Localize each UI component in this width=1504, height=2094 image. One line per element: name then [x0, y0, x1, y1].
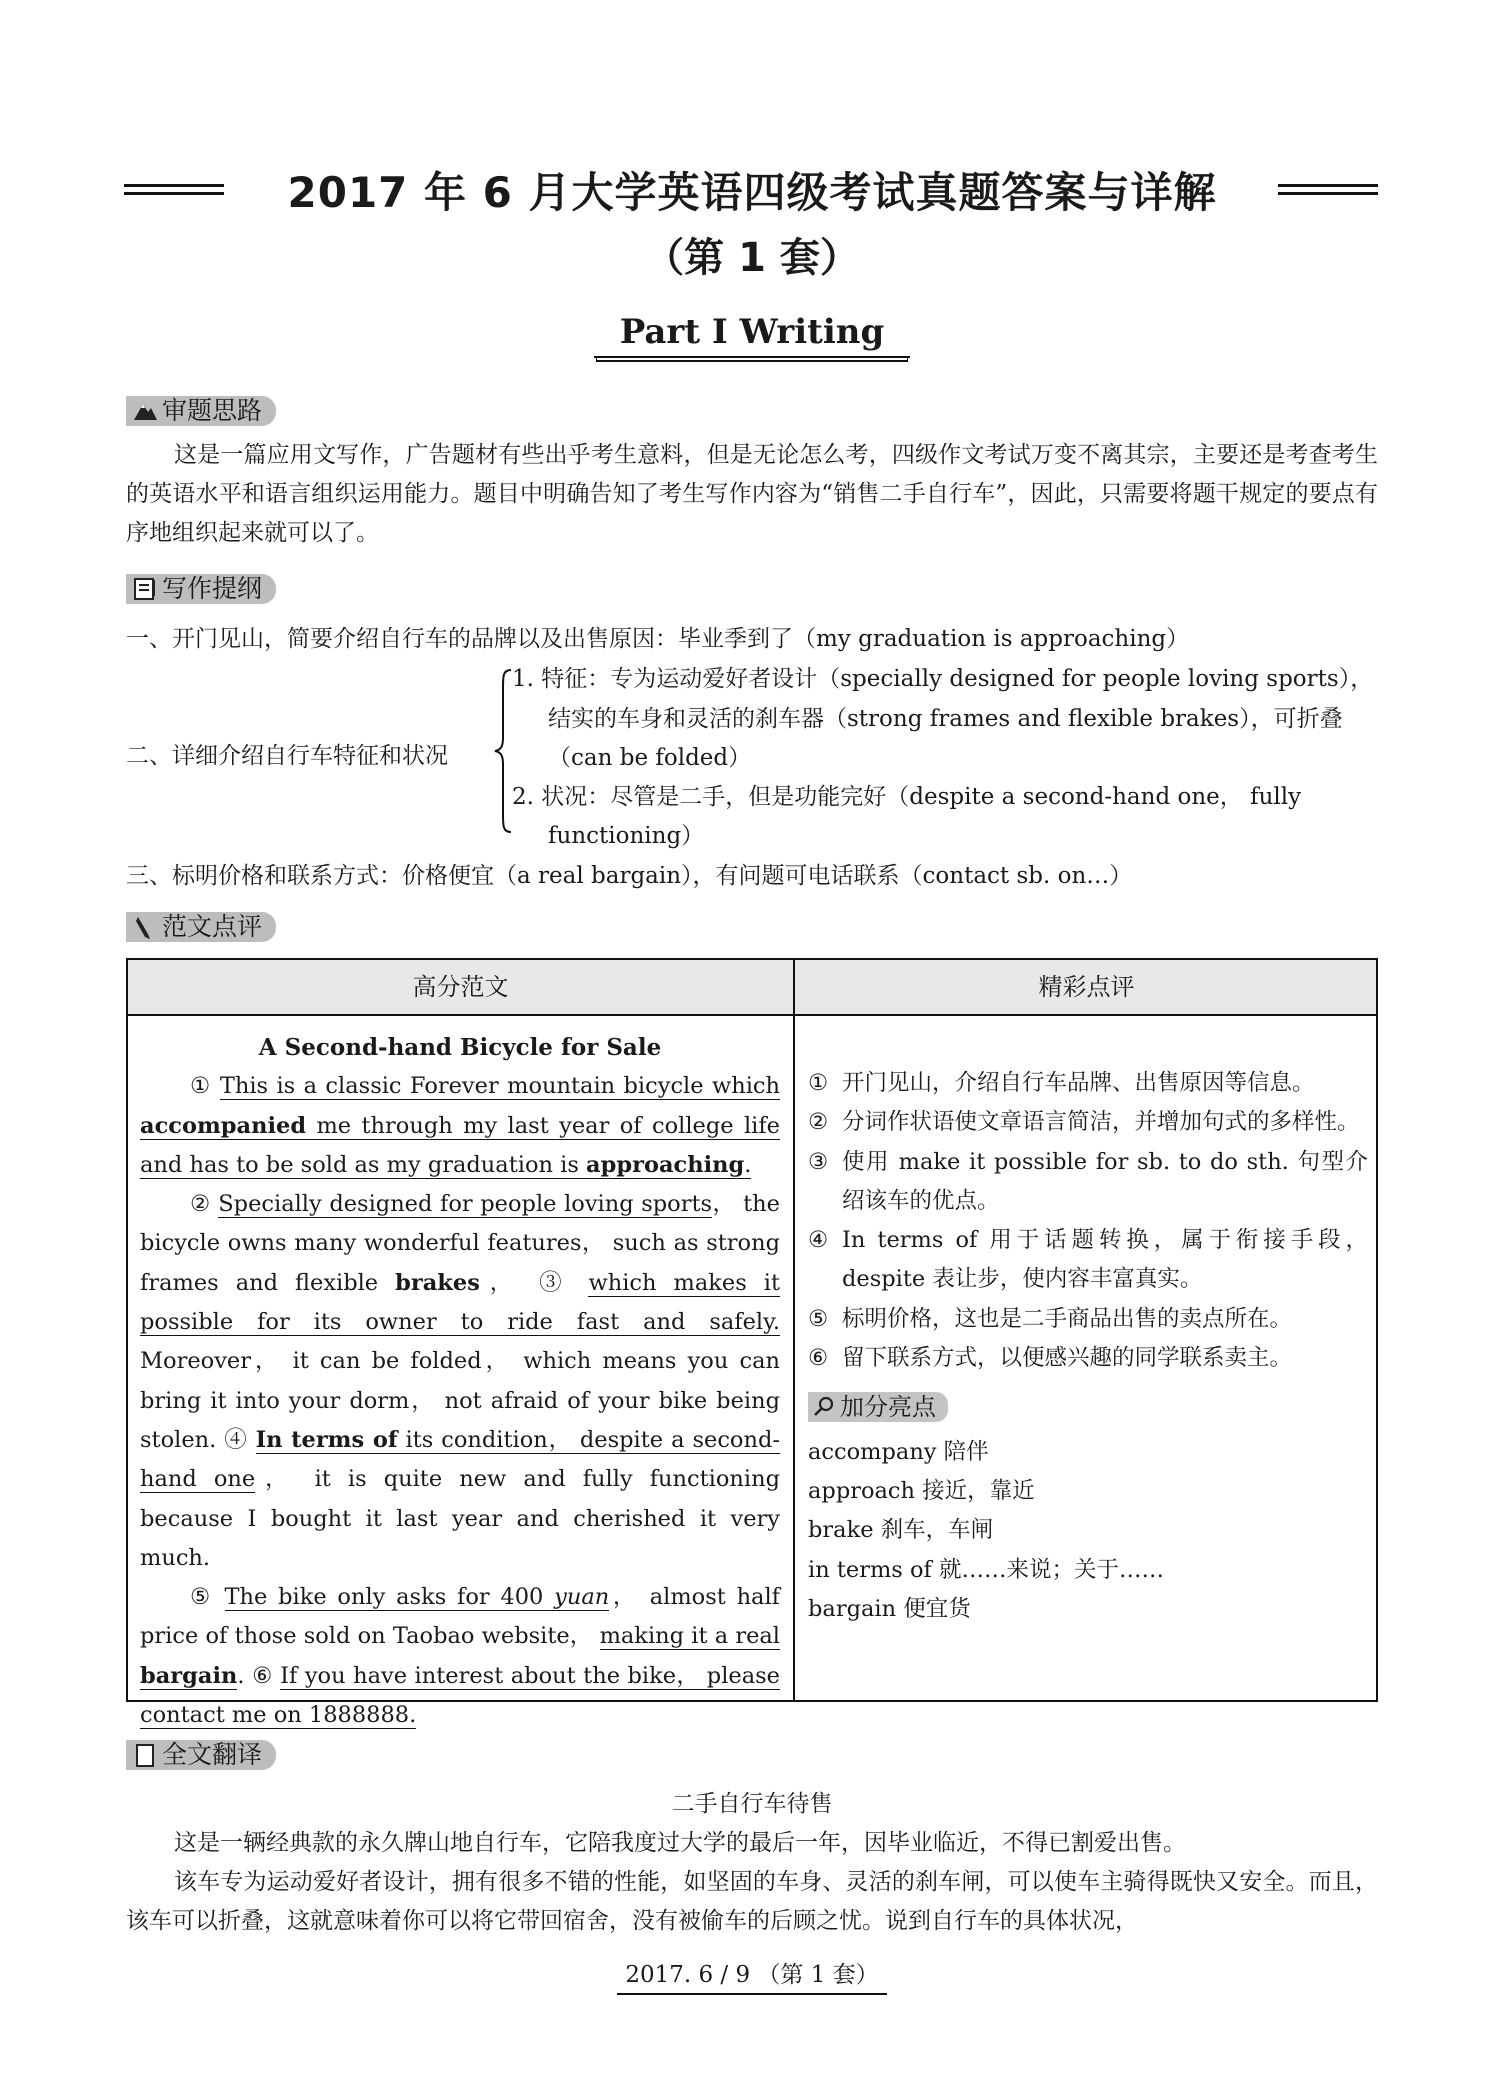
outline-sub1-line-c: （can be folded）	[548, 745, 752, 771]
comment-number: ④	[808, 1227, 829, 1254]
comment-number: ⑤	[808, 1305, 829, 1332]
essay-bold-word: approaching	[586, 1151, 745, 1178]
page-footer	[0, 1956, 1504, 1995]
marker-2: ②	[190, 1191, 211, 1218]
comment-text: In terms of 用于话题转换，属于衔接手段，despite 表让步，使内容丰富真实。	[842, 1227, 1368, 1293]
essay-bold-word: bargain	[140, 1662, 238, 1689]
outline-item-2-label: 二、详细介绍自行车特征和状况	[126, 743, 448, 769]
essay-bold-word: accompanied	[140, 1112, 307, 1139]
essay-underline: yuan	[554, 1584, 610, 1611]
title-rule-left	[124, 184, 224, 196]
comment-number: ③	[808, 1148, 829, 1175]
essay-text: ， almost half price of those sold on Taobao website，	[140, 1584, 780, 1650]
table-header-comments: 精彩点评	[1038, 973, 1135, 1001]
section-tag-label: 全文翻译	[162, 1740, 263, 1769]
section-tag-outline	[126, 574, 276, 604]
comment-number: ⑥	[808, 1345, 829, 1372]
vocab-list	[808, 1433, 1368, 1629]
comment-item	[808, 1103, 1368, 1142]
comment-item	[808, 1064, 1368, 1103]
essay-text: Moreover， it can be folded， which means you can bring it into your dorm， not afraid of your bike being stolen.	[140, 1348, 780, 1453]
essay-underline: The bike only asks for 400	[224, 1584, 555, 1611]
essay-paragraph-3	[140, 1578, 780, 1735]
comment-item	[808, 1143, 1368, 1222]
outline-sub2-line-b: functioning）	[548, 823, 705, 849]
part-heading-text: Part I Writing	[594, 312, 910, 358]
comment-text: 使用 make it possible for sb. to do sth. 句型介绍该车的优点。	[842, 1148, 1368, 1214]
outline-sub1-line-a: 1. 特征：专为运动爱好者设计（specially designed for people loving sports），	[512, 666, 1374, 692]
comments-column	[808, 1064, 1368, 1629]
marker-6: ⑥	[252, 1662, 273, 1689]
brace-icon	[493, 668, 513, 834]
marker-5: ⑤	[190, 1584, 214, 1611]
outline-sub2-line-a: 2. 状况：尽管是二手，但是功能完好（despite a second-hand one， fully	[512, 784, 1302, 810]
mountain-icon	[132, 398, 158, 424]
essay-paragraph-1	[140, 1067, 780, 1185]
vocab-item: approach 接近，靠近	[808, 1477, 1035, 1504]
analysis-paragraph: 这是一篇应用文写作，广告题材有些出乎考生意料，但是无论怎么考，四级作文考试万变不离其宗，主要还是考查考生的英语水平和语言组织运用能力。题目中明确告知了考生写作内容为“销售二手自行车”，因此，只需要将题干规定的要点有序地组织起来就可以了。	[126, 442, 1378, 546]
marker-1: ①	[190, 1073, 212, 1100]
comment-item	[808, 1221, 1368, 1300]
bonus-tag	[808, 1392, 948, 1422]
review-table	[126, 958, 1378, 1729]
comment-number: ①	[808, 1070, 829, 1096]
section-tag-translation	[126, 1740, 276, 1770]
essay-underline: Specially designed for people loving sports	[218, 1191, 713, 1218]
essay-underline: which makes it possible for its owner to ride fast and safely.	[140, 1269, 781, 1336]
essay-bold-word: brakes	[395, 1269, 480, 1296]
translation-paragraph-1: 这是一辆经典款的永久牌山地自行车，它陪我度过大学的最后一年，因毕业临近，不得已割爱出售。	[174, 1830, 1186, 1856]
comment-item	[808, 1300, 1368, 1339]
comment-text: 留下联系方式，以便感兴趣的同学联系卖主。	[842, 1345, 1293, 1372]
outline-sub1-line-b: 结实的车身和灵活的刹车器（strong frames and flexible brakes），可折叠	[548, 706, 1343, 732]
essay-underline: its condition， despite a second-hand one	[140, 1426, 780, 1493]
pen-icon	[132, 914, 158, 940]
section-tag-review	[126, 912, 276, 942]
section-tag-label: 写作提纲	[162, 574, 263, 603]
model-essay	[140, 1028, 780, 1735]
page-subtitle: （第 1 套）	[644, 235, 860, 281]
vocab-item: brake 刹车，车闸	[808, 1517, 994, 1544]
notepad-icon	[132, 576, 158, 602]
comment-number: ②	[808, 1109, 829, 1136]
section-tag-analysis	[126, 396, 276, 426]
essay-underline: If you have interest about the bike， please contact me on 1888888.	[140, 1662, 780, 1729]
essay-underline: me through my last year of college life and has to be sold as my graduation is	[140, 1112, 780, 1178]
part-heading	[0, 312, 1504, 358]
outline-item-3: 三、标明价格和联系方式：价格便宜（a real bargain），有问题可电话联系（contact sb. on…）	[126, 863, 1133, 889]
essay-text: ， it is quite new and fully functioning because I bought it last year and cherished it very much.	[140, 1466, 780, 1571]
table-header-essay: 高分范文	[412, 973, 509, 1001]
marker-3: ③	[539, 1269, 572, 1296]
page-title: 2017 年 6 月大学英语四级考试真题答案与详解	[287, 168, 1217, 217]
essay-paragraph-2	[140, 1185, 780, 1578]
essay-underline: This is a classic Forever mountain bicycle which	[219, 1073, 780, 1100]
bonus-tag-label: 加分亮点	[840, 1393, 936, 1422]
essay-title: A Second-hand Bicycle for Sale	[258, 1034, 662, 1061]
essay-text: ，	[479, 1269, 523, 1296]
comment-text: 开门见山，介绍自行车品牌、出售原因等信息。	[842, 1070, 1315, 1096]
table-divider	[793, 960, 795, 1700]
section-tag-label: 范文点评	[162, 912, 263, 941]
vocab-item: bargain 便宜货	[808, 1595, 971, 1622]
marker-4: ④	[224, 1426, 248, 1453]
comment-item	[808, 1339, 1368, 1378]
comment-text: 标明价格，这也是二手商品出售的卖点所在。	[842, 1305, 1293, 1332]
essay-bold-word: In terms of	[255, 1426, 398, 1453]
vocab-item: in terms of 就……来说；关于……	[808, 1556, 1165, 1583]
page-icon	[132, 1742, 158, 1768]
essay-text: .	[237, 1662, 253, 1689]
essay-text: ， the bicycle owns many wonderful features， such as strong frames and flexible	[140, 1191, 780, 1296]
magnifier-icon	[812, 1395, 836, 1419]
page-number: 2017. 6 / 9 （第 1 套）	[617, 1956, 886, 1995]
title-row	[0, 160, 1504, 220]
translation-paragraph-2: 该车专为运动爱好者设计，拥有很多不错的性能，如坚固的车身、灵活的刹车闸，可以使车主骑得既快又安全。而且，该车可以折叠，这就意味着你可以将它带回宿舍，没有被偷车的后顾之忧。说到自行车的具体状况，	[126, 1869, 1378, 1934]
vocab-item: accompany 陪伴	[808, 1438, 989, 1465]
title-rule-right	[1278, 184, 1378, 196]
section-tag-label: 审题思路	[162, 396, 263, 425]
comment-text: 分词作状语使文章语言简洁，并增加句式的多样性。	[842, 1109, 1360, 1136]
outline-item-1: 一、开门见山，简要介绍自行车的品牌以及出售原因：毕业季到了（my graduation is approaching）	[126, 626, 1190, 652]
essay-underline: making it a real	[599, 1623, 780, 1650]
translation-title: 二手自行车待售	[671, 1791, 833, 1817]
essay-text: .	[744, 1151, 752, 1178]
